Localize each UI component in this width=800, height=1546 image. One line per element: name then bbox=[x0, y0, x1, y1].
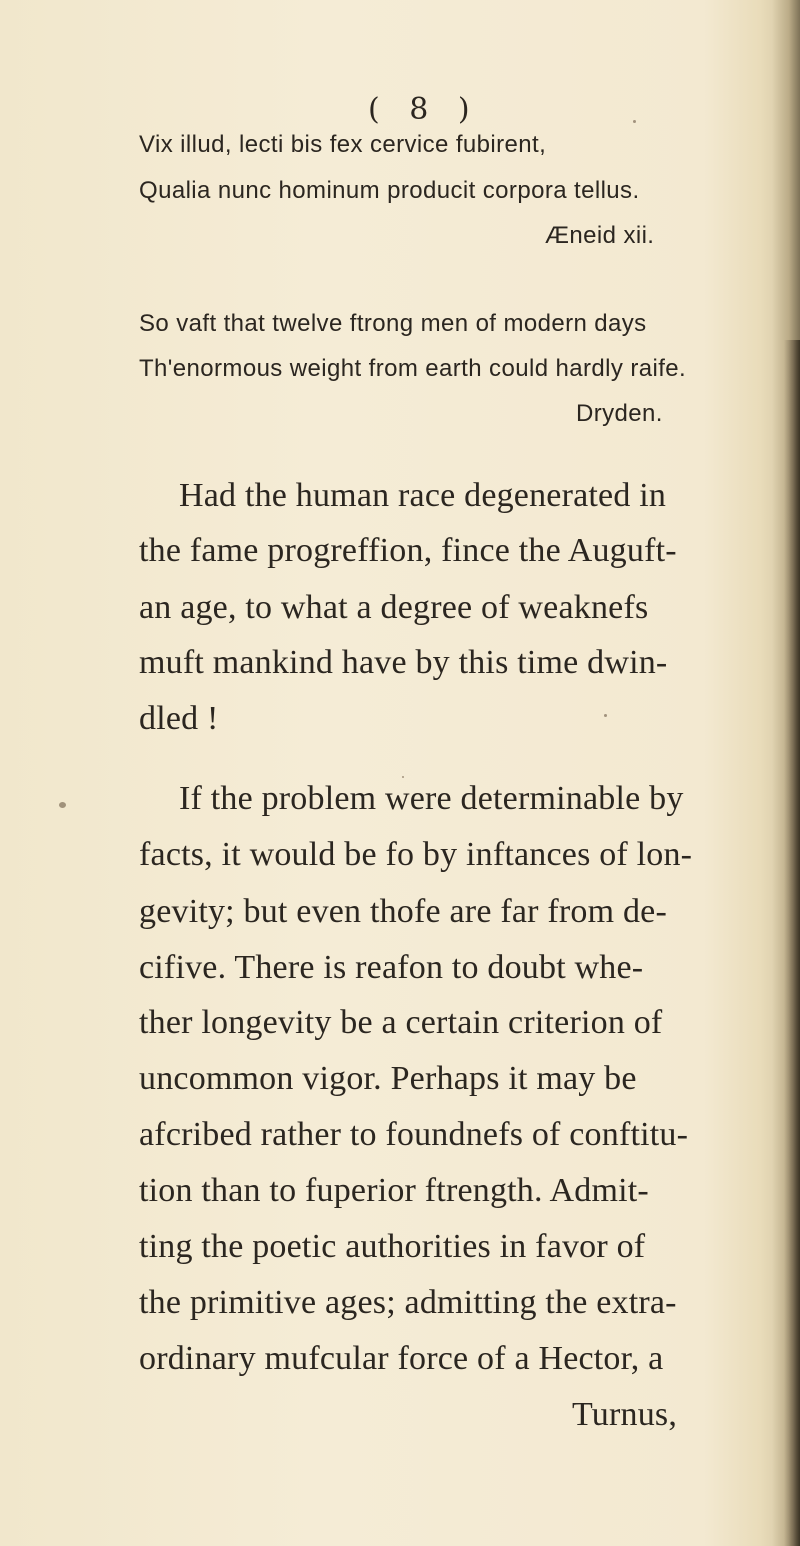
paragraph-1-line: dled ! bbox=[139, 700, 219, 737]
english-verse-line-1: So vaft that twelve ftrong men of modern days bbox=[139, 310, 647, 337]
paragraph-2-line: uncommon vigor. Perhaps it may be bbox=[139, 1060, 637, 1097]
paragraph-2-line: cifive. There is reafon to doubt whe- bbox=[139, 949, 644, 986]
paragraph-1-line: muft mankind have by this time dwin- bbox=[139, 644, 668, 681]
paragraph-2-line: tion than to fuperior ftrength. Admit- bbox=[139, 1172, 649, 1209]
paper-speck bbox=[59, 802, 66, 808]
paragraph-2-line: gevity; but even thofe are far from de- bbox=[139, 893, 667, 930]
paragraph-2-line: the primitive ages; admitting the extra- bbox=[139, 1284, 677, 1321]
paragraph-2-line: facts, it would be fo by inftances of lon- bbox=[139, 836, 693, 873]
paragraph-1-line: the fame progreffion, fince the Auguft- bbox=[139, 532, 677, 569]
paragraph-2-line: ordinary mufcular force of a Hector, a bbox=[139, 1340, 664, 1377]
paragraph-1-line: an age, to what a degree of weaknefs bbox=[139, 589, 649, 626]
latin-verse-attribution: Æneid xii. bbox=[545, 222, 655, 249]
catchword: Turnus, bbox=[572, 1396, 678, 1433]
paragraph-2-line: If the problem were determinable by bbox=[179, 780, 684, 817]
latin-verse-line-1: Vix illud, lecti bis fex cervice fubirent, bbox=[139, 131, 547, 158]
english-verse-line-2: Th'enormous weight from earth could hardly raife. bbox=[139, 355, 687, 382]
paragraph-2-line: afcribed rather to foundnefs of conftitu- bbox=[139, 1116, 689, 1153]
english-verse-attribution: Dryden. bbox=[576, 400, 663, 427]
page-number: ( 8 ) bbox=[368, 92, 480, 127]
page-gutter-shadow bbox=[784, 340, 800, 1546]
paper-speck bbox=[604, 714, 607, 717]
paper-speck bbox=[633, 120, 636, 123]
latin-verse-line-2: Qualia nunc hominum producit corpora tellus. bbox=[139, 177, 640, 204]
paragraph-2-line: ting the poetic authorities in favor of bbox=[139, 1228, 646, 1265]
paper-speck bbox=[402, 776, 404, 778]
paragraph-2-line: ther longevity be a certain criterion of bbox=[139, 1004, 663, 1041]
paragraph-1-line: Had the human race degenerated in bbox=[179, 477, 667, 514]
